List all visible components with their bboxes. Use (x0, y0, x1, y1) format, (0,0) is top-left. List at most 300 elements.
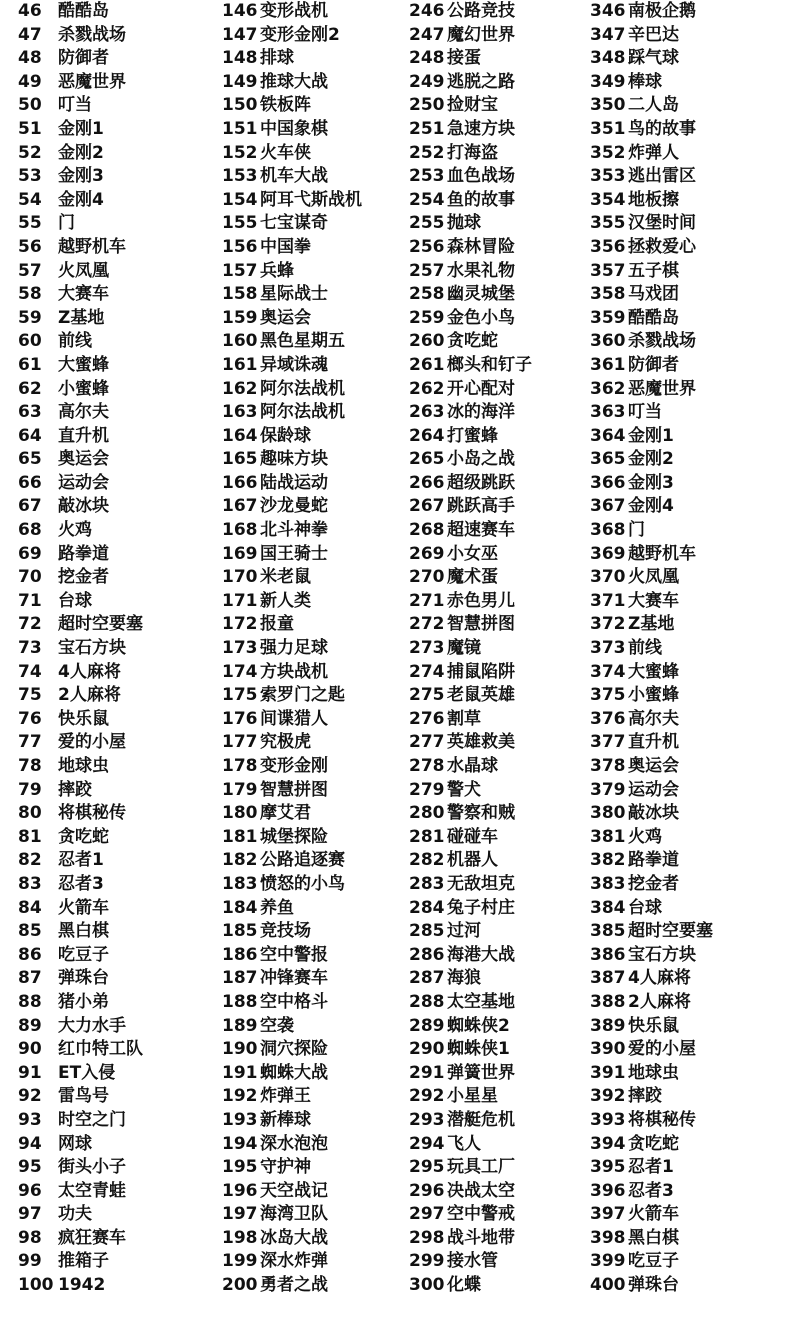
game-number: 62 (18, 378, 42, 399)
game-title: 小女巫 (447, 543, 498, 564)
list-item (222, 873, 362, 897)
game-title: 酷酷岛 (58, 1, 109, 21)
game-number: 200 (222, 1275, 258, 1296)
game-number: 348 (590, 48, 626, 69)
game-number: 364 (590, 425, 626, 446)
list-item (409, 590, 532, 614)
list-item (222, 897, 362, 921)
list-item (409, 566, 532, 590)
game-title: 小星星 (447, 1086, 498, 1107)
game-number: 277 (409, 732, 445, 753)
list-item (409, 684, 532, 708)
game-title: 公路追逐赛 (260, 850, 345, 871)
game-number: 298 (409, 1227, 445, 1248)
list-item (409, 283, 532, 307)
list-item (18, 1156, 143, 1180)
game-title: 红巾特工队 (58, 1039, 143, 1060)
game-number: 392 (590, 1086, 626, 1107)
game-title: 魔幻世界 (447, 24, 515, 45)
list-item (18, 1227, 143, 1251)
game-title: 恶魔世界 (628, 378, 696, 399)
game-number: 255 (409, 213, 445, 234)
list-item (409, 873, 532, 897)
list-item (409, 661, 532, 685)
game-title: 潜艇危机 (447, 1109, 515, 1130)
list-item (18, 967, 143, 991)
game-number: 184 (222, 897, 258, 918)
game-title: 勇者之战 (260, 1275, 328, 1296)
game-number: 250 (409, 95, 445, 116)
game-title: 保龄球 (260, 425, 311, 446)
game-number: 380 (590, 803, 626, 824)
list-item (590, 1038, 713, 1062)
game-number: 149 (222, 71, 258, 92)
list-item (409, 1227, 532, 1251)
game-number: 55 (18, 213, 42, 234)
game-number: 291 (409, 1062, 445, 1083)
list-item (590, 802, 713, 826)
list-item (590, 24, 713, 48)
list-item (18, 71, 143, 95)
game-number: 156 (222, 236, 258, 257)
list-item (222, 1109, 362, 1133)
game-title: 小岛之战 (447, 449, 515, 470)
list-item (590, 637, 713, 661)
list-item (409, 613, 532, 637)
game-title: 智慧拼图 (260, 779, 328, 800)
game-number: 347 (590, 24, 626, 45)
game-title: 抛球 (447, 213, 481, 234)
game-title: 爱的小屋 (628, 1039, 696, 1060)
list-item (590, 613, 713, 637)
game-title: 空中格斗 (260, 991, 328, 1012)
list-item (590, 849, 713, 873)
game-title: 宝石方块 (58, 638, 126, 659)
game-title: 弹珠台 (58, 968, 109, 989)
game-number: 281 (409, 826, 445, 847)
list-item (409, 260, 532, 284)
game-number: 170 (222, 567, 258, 588)
game-title: 养鱼 (260, 897, 294, 918)
game-number: 95 (18, 1157, 42, 1178)
game-title: 割草 (447, 708, 481, 729)
game-number: 49 (18, 71, 42, 92)
game-number: 176 (222, 708, 258, 729)
list-item (590, 755, 713, 779)
game-number: 366 (590, 472, 626, 493)
game-number: 296 (409, 1180, 445, 1201)
list-item (590, 495, 713, 519)
list-item (222, 260, 362, 284)
list-item (18, 920, 143, 944)
game-title: 火鸡 (628, 826, 662, 847)
list-item (18, 873, 143, 897)
game-number: 64 (18, 425, 42, 446)
game-number: 256 (409, 236, 445, 257)
game-number: 384 (590, 897, 626, 918)
game-number: 271 (409, 590, 445, 611)
game-number: 395 (590, 1157, 626, 1178)
list-item (409, 1062, 532, 1086)
game-number: 191 (222, 1062, 258, 1083)
list-item (590, 543, 713, 567)
game-number: 377 (590, 732, 626, 753)
game-title: 陆战运动 (260, 472, 328, 493)
list-item (409, 1038, 532, 1062)
list-item (590, 165, 713, 189)
game-title: 台球 (628, 897, 662, 918)
game-title: 贪吃蛇 (447, 331, 498, 352)
list-item (18, 849, 143, 873)
game-title: 敲冰块 (628, 803, 679, 824)
game-number: 248 (409, 48, 445, 69)
game-title: 挖金者 (628, 873, 679, 894)
game-title: 大蜜蜂 (58, 354, 109, 375)
list-item (590, 731, 713, 755)
list-item (18, 0, 143, 24)
list-item (590, 142, 713, 166)
list-item (409, 826, 532, 850)
game-number: 282 (409, 850, 445, 871)
game-title: 小蜜蜂 (628, 685, 679, 706)
list-item (590, 873, 713, 897)
game-number: 261 (409, 354, 445, 375)
game-number: 172 (222, 614, 258, 635)
game-number: 355 (590, 213, 626, 234)
game-title: 竞技场 (260, 921, 311, 942)
game-title: 奥运会 (58, 449, 109, 470)
game-title: 玩具工厂 (447, 1157, 515, 1178)
list-item (409, 731, 532, 755)
list-item (590, 944, 713, 968)
game-number: 258 (409, 284, 445, 305)
game-title: 大赛车 (58, 284, 109, 305)
list-item (590, 1109, 713, 1133)
list-item (409, 448, 532, 472)
game-title: 愤怒的小鸟 (260, 873, 345, 894)
game-title: 摩艾君 (260, 803, 311, 824)
list-item (222, 543, 362, 567)
game-number: 94 (18, 1133, 42, 1154)
game-title: 敲冰块 (58, 496, 109, 517)
list-item (222, 826, 362, 850)
game-title: 贪吃蛇 (58, 826, 109, 847)
game-number: 98 (18, 1227, 42, 1248)
list-item (222, 354, 362, 378)
game-number: 80 (18, 803, 42, 824)
list-item (409, 1156, 532, 1180)
game-title: 4人麻将 (628, 968, 691, 989)
list-item (222, 1180, 362, 1204)
list-item (590, 590, 713, 614)
list-item (222, 849, 362, 873)
list-item (18, 826, 143, 850)
game-title: 火箭车 (58, 897, 109, 918)
game-title: 水果礼物 (447, 260, 515, 281)
game-number: 297 (409, 1204, 445, 1225)
list-item (590, 354, 713, 378)
game-number: 158 (222, 284, 258, 305)
list-item (222, 1274, 362, 1298)
game-title: 中国拳 (260, 236, 311, 257)
game-number: 295 (409, 1157, 445, 1178)
game-title: 黑色星期五 (260, 331, 345, 352)
list-item (590, 967, 713, 991)
game-number: 46 (18, 1, 42, 21)
game-title: 大赛车 (628, 590, 679, 611)
game-number: 249 (409, 71, 445, 92)
game-number: 151 (222, 118, 258, 139)
game-title: 直升机 (58, 425, 109, 446)
list-item (409, 24, 532, 48)
list-item (590, 684, 713, 708)
list-item (18, 944, 143, 968)
game-number: 199 (222, 1251, 258, 1272)
game-title: 报童 (260, 614, 294, 635)
game-number: 369 (590, 543, 626, 564)
list-item (18, 1203, 143, 1227)
game-number: 280 (409, 803, 445, 824)
game-title: 前线 (58, 331, 92, 352)
game-title: 金刚3 (58, 166, 104, 187)
game-title: 强力足球 (260, 638, 328, 659)
game-number: 293 (409, 1109, 445, 1130)
game-title: 幽灵城堡 (447, 284, 515, 305)
game-number: 67 (18, 496, 42, 517)
game-number: 81 (18, 826, 42, 847)
game-number: 376 (590, 708, 626, 729)
game-title: 超时空要塞 (628, 921, 713, 942)
game-list-column-4 (590, 0, 713, 1298)
list-item (18, 755, 143, 779)
list-item (409, 0, 532, 24)
game-title: 金刚4 (628, 496, 674, 517)
game-number: 167 (222, 496, 258, 517)
list-item (590, 661, 713, 685)
list-item (409, 944, 532, 968)
list-item (590, 71, 713, 95)
game-number: 79 (18, 779, 42, 800)
game-title: 捕鼠陷阱 (447, 661, 515, 682)
list-item (222, 495, 362, 519)
list-item (590, 118, 713, 142)
game-title: 警察和贼 (447, 803, 515, 824)
game-title: 七宝谋奇 (260, 213, 328, 234)
game-number: 265 (409, 449, 445, 470)
list-item (222, 802, 362, 826)
game-title: 网球 (58, 1133, 92, 1154)
game-number: 356 (590, 236, 626, 257)
game-title: 汉堡时间 (628, 213, 696, 234)
game-number: 66 (18, 472, 42, 493)
list-item (409, 94, 532, 118)
game-title: 越野机车 (58, 236, 126, 257)
game-title: 火箭车 (628, 1204, 679, 1225)
game-title: 马戏团 (628, 284, 679, 305)
game-title: 兔子村庄 (447, 897, 515, 918)
game-number: 84 (18, 897, 42, 918)
list-item (222, 378, 362, 402)
list-item (409, 920, 532, 944)
game-number: 197 (222, 1204, 258, 1225)
game-number: 196 (222, 1180, 258, 1201)
game-title: 阿尔法战机 (260, 378, 345, 399)
list-item (409, 519, 532, 543)
game-title: 跳跃高手 (447, 496, 515, 517)
list-item (590, 401, 713, 425)
list-item (18, 165, 143, 189)
game-number: 400 (590, 1275, 626, 1296)
game-title: 门 (58, 213, 75, 234)
game-title: 警犬 (447, 779, 481, 800)
game-title: 超时空要塞 (58, 614, 143, 635)
game-title: 决战太空 (447, 1180, 515, 1201)
game-title: 杀戮战场 (628, 331, 696, 352)
game-title: 棒球 (628, 71, 662, 92)
game-title: 炸弹王 (260, 1086, 311, 1107)
list-item (590, 897, 713, 921)
game-title: 机车大战 (260, 166, 328, 187)
game-title: 超速赛车 (447, 520, 515, 541)
game-title: 打蜜蜂 (447, 425, 498, 446)
game-number: 83 (18, 873, 42, 894)
game-title: 天空战记 (260, 1180, 328, 1201)
list-item (18, 212, 143, 236)
game-title: 路拳道 (628, 850, 679, 871)
list-item (18, 236, 143, 260)
game-title: 高尔夫 (58, 402, 109, 423)
game-title: 叮当 (58, 95, 92, 116)
game-number: 363 (590, 402, 626, 423)
game-title: 忍者3 (58, 873, 104, 894)
list-item (222, 330, 362, 354)
list-item (222, 448, 362, 472)
game-title: 2人麻将 (58, 685, 121, 706)
game-title: 大力水手 (58, 1015, 126, 1036)
game-title: 小蜜蜂 (58, 378, 109, 399)
list-item (409, 472, 532, 496)
list-item (18, 519, 143, 543)
game-title: ET入侵 (58, 1062, 116, 1083)
game-title: 接蛋 (447, 48, 481, 69)
game-number: 354 (590, 189, 626, 210)
game-number: 285 (409, 921, 445, 942)
list-item (222, 283, 362, 307)
game-number: 299 (409, 1251, 445, 1272)
game-number: 254 (409, 189, 445, 210)
game-title: 吃豆子 (58, 944, 109, 965)
game-title: 魔镜 (447, 638, 481, 659)
game-number: 193 (222, 1109, 258, 1130)
game-title: 忍者1 (58, 850, 104, 871)
game-title: 推箱子 (58, 1251, 109, 1272)
list-item (18, 566, 143, 590)
game-number: 381 (590, 826, 626, 847)
game-number: 168 (222, 520, 258, 541)
game-number: 382 (590, 850, 626, 871)
game-title: 英雄救美 (447, 732, 515, 753)
game-title: 杀戮战场 (58, 24, 126, 45)
game-number: 391 (590, 1062, 626, 1083)
list-item (590, 519, 713, 543)
game-title: 海湾卫队 (260, 1204, 328, 1225)
list-item (18, 448, 143, 472)
game-number: 60 (18, 331, 42, 352)
game-title: 金刚1 (628, 425, 674, 446)
game-number: 70 (18, 567, 42, 588)
list-item (409, 142, 532, 166)
game-number: 163 (222, 402, 258, 423)
list-item (409, 967, 532, 991)
game-title: 功夫 (58, 1204, 92, 1225)
list-item (590, 1274, 713, 1298)
game-number: 260 (409, 331, 445, 352)
game-title: 蜘蛛侠2 (447, 1015, 510, 1036)
list-item (590, 236, 713, 260)
game-title: 酷酷岛 (628, 307, 679, 328)
game-number: 57 (18, 260, 42, 281)
game-number: 96 (18, 1180, 42, 1201)
game-title: 摔跤 (628, 1086, 662, 1107)
game-title: 金色小鸟 (447, 307, 515, 328)
game-title: 防御者 (628, 354, 679, 375)
game-title: 黑白棋 (58, 921, 109, 942)
game-title: 国王骑士 (260, 543, 328, 564)
game-title: 将棋秘传 (58, 803, 126, 824)
game-title: 疯狂赛车 (58, 1227, 126, 1248)
game-title: 变形战机 (260, 1, 328, 21)
list-item (18, 637, 143, 661)
list-item (409, 47, 532, 71)
game-number: 58 (18, 284, 42, 305)
game-number: 383 (590, 873, 626, 894)
game-title: 越野机车 (628, 543, 696, 564)
game-title: 蜘蛛侠1 (447, 1039, 510, 1060)
game-number: 251 (409, 118, 445, 139)
game-title: 变形金刚2 (260, 24, 340, 45)
game-number: 153 (222, 166, 258, 187)
game-number: 279 (409, 779, 445, 800)
game-number: 371 (590, 590, 626, 611)
game-title: 奥运会 (260, 307, 311, 328)
game-title: 防御者 (58, 48, 109, 69)
list-item (222, 1203, 362, 1227)
game-number: 159 (222, 307, 258, 328)
game-number: 100 (18, 1275, 54, 1296)
game-title: 拯救爱心 (628, 236, 696, 257)
game-number: 290 (409, 1039, 445, 1060)
game-title: 铁板阵 (260, 95, 311, 116)
list-item (18, 330, 143, 354)
list-item (18, 1250, 143, 1274)
list-item (18, 1133, 143, 1157)
list-item (18, 472, 143, 496)
game-number: 262 (409, 378, 445, 399)
game-number: 93 (18, 1109, 42, 1130)
list-item (409, 1133, 532, 1157)
game-number: 259 (409, 307, 445, 328)
game-number: 71 (18, 590, 42, 611)
list-item (18, 118, 143, 142)
list-item (409, 165, 532, 189)
game-title: 黑白棋 (628, 1227, 679, 1248)
game-title: 火车侠 (260, 142, 311, 163)
list-item (222, 613, 362, 637)
game-title: 北斗神拳 (260, 520, 328, 541)
game-title: 榔头和钉子 (447, 354, 532, 375)
game-number: 99 (18, 1251, 42, 1272)
game-list-column-1 (18, 0, 143, 1298)
